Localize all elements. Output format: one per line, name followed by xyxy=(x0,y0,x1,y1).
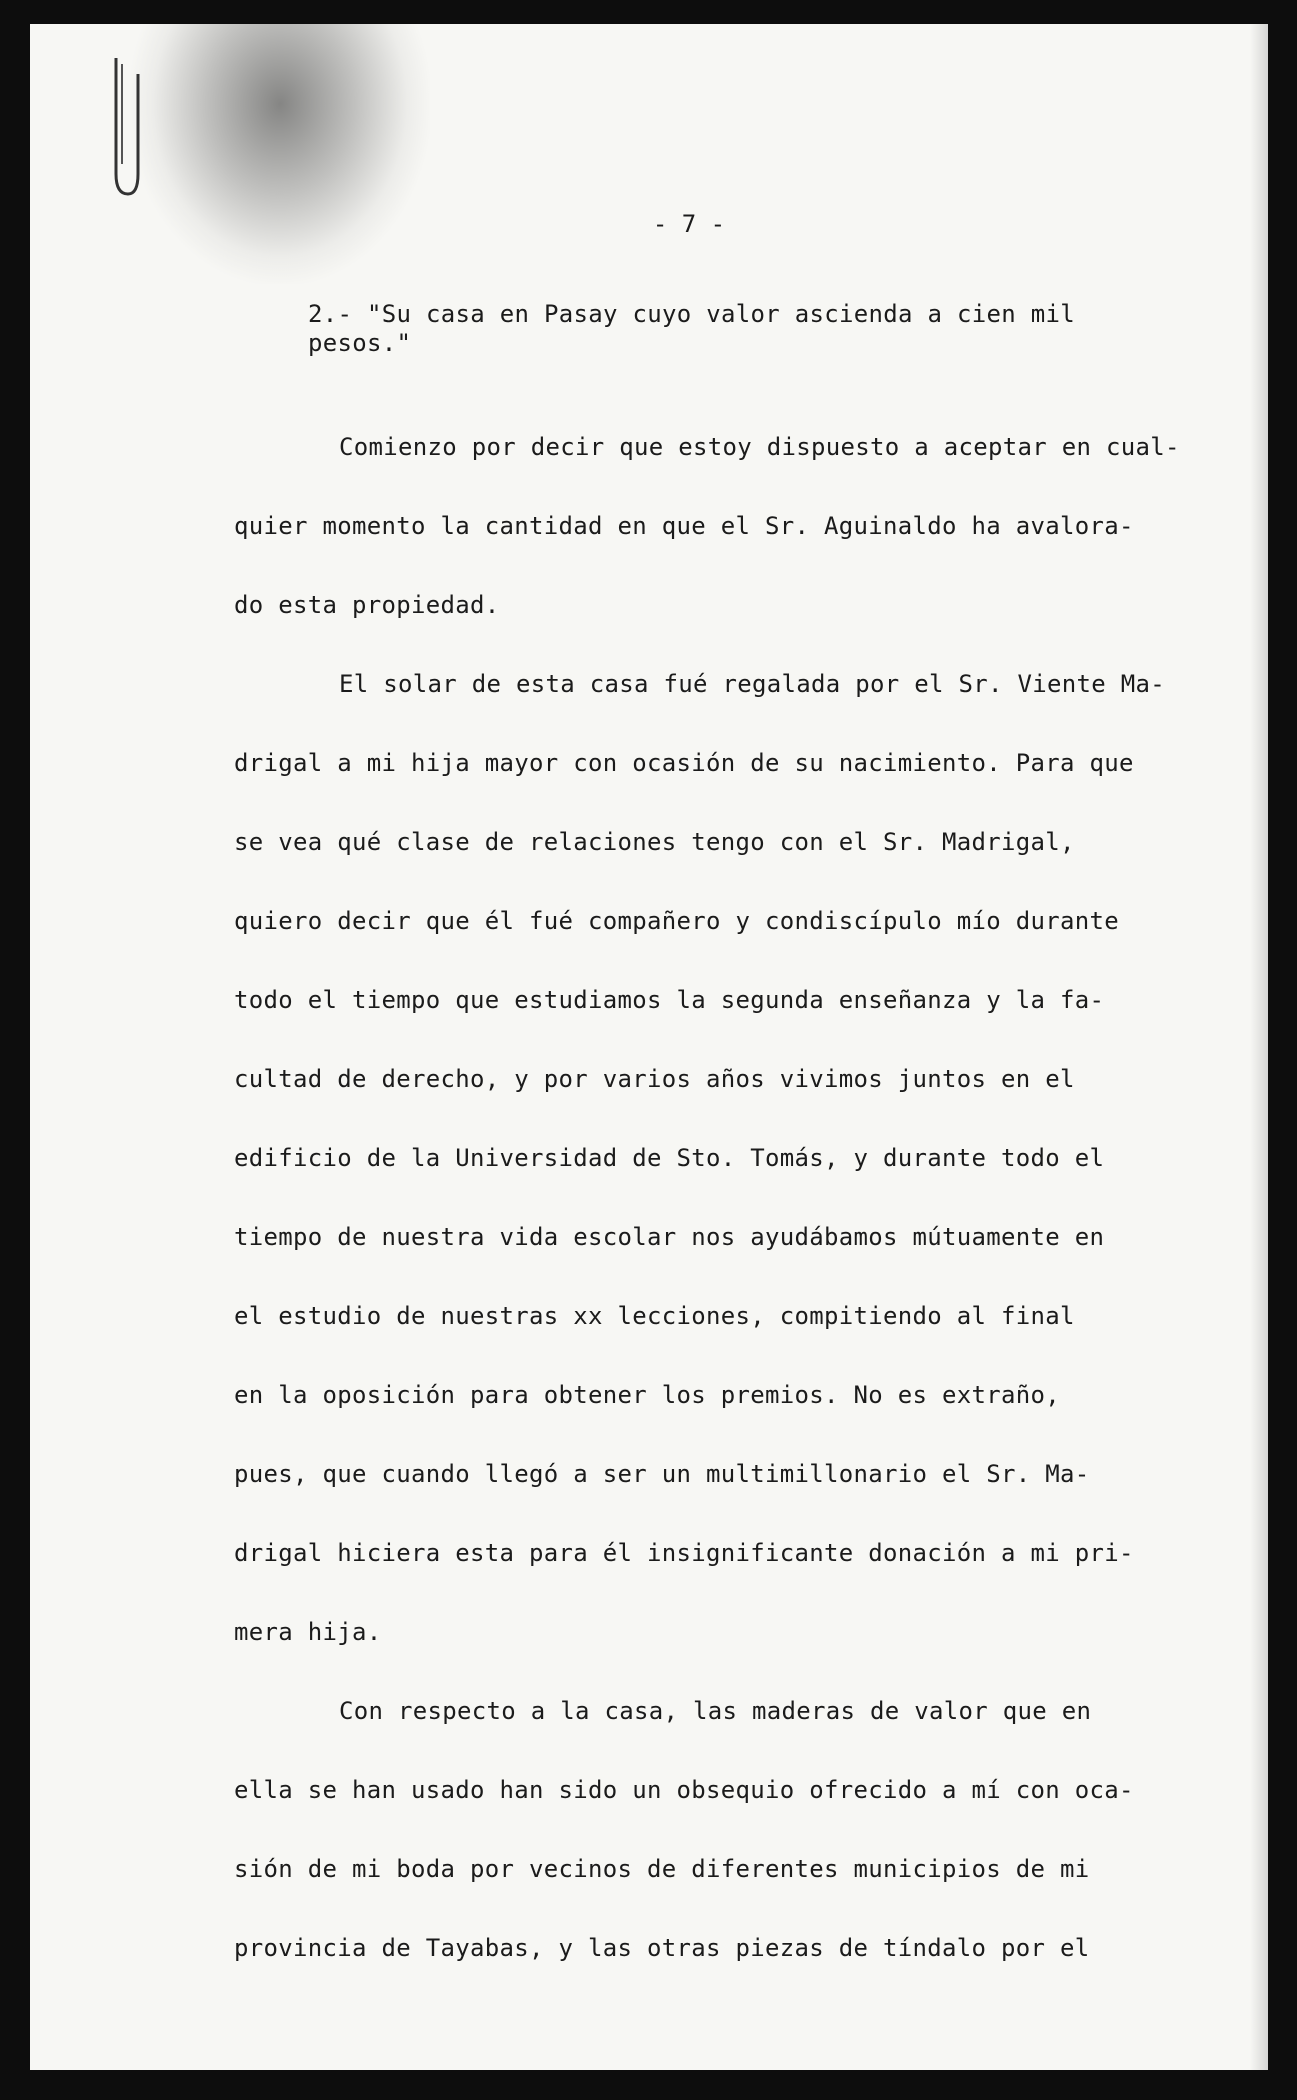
text-line: quiero decir que él fué compañero y condiscípulo mío durante xyxy=(234,907,1119,935)
text-line: Con respecto a la casa, las maderas de valor que en xyxy=(339,1697,1092,1725)
text-line: cultad de derecho, y por varios años vivimos juntos en el xyxy=(234,1065,1075,1093)
text-line: mera hija. xyxy=(234,1618,382,1646)
text-line: todo el tiempo que estudiamos la segunda enseñanza y la fa- xyxy=(234,986,1105,1014)
text-line: edificio de la Universidad de Sto. Tomás, y durante todo el xyxy=(234,1144,1105,1172)
text-line: sión de mi boda por vecinos de diferentes municipios de mi xyxy=(234,1855,1090,1883)
text-line: pues, que cuando llegó a ser un multimillonario el Sr. Ma- xyxy=(234,1460,1090,1488)
document-body xyxy=(234,408,1234,1988)
text-line: tiempo de nuestra vida escolar nos ayudábamos mútuamente en xyxy=(234,1223,1105,1251)
text-line: ella se han usado han sido un obsequio ofrecido a mí con oca- xyxy=(234,1776,1134,1804)
text-line: El solar de esta casa fué regalada por el Sr. Viente Ma- xyxy=(339,670,1165,698)
page-number: - 7 - xyxy=(652,210,726,238)
text-line: en la oposición para obtener los premios. No es extraño, xyxy=(234,1381,1060,1409)
text-line: se vea qué clase de relaciones tengo con el Sr. Madrigal, xyxy=(234,828,1075,856)
document-page xyxy=(30,24,1268,2070)
text-line: el estudio de nuestras xx lecciones, compitiendo al final xyxy=(234,1302,1075,1330)
text-line: drigal hiciera esta para él insignificante donación a mi pri- xyxy=(234,1539,1134,1567)
text-line: quier momento la cantidad en que el Sr. Aguinaldo ha avalora- xyxy=(234,512,1134,540)
text-line: do esta propiedad. xyxy=(234,591,500,619)
paper-clip-icon xyxy=(108,54,142,204)
heading-line: pesos." xyxy=(308,329,412,357)
text-line: drigal a mi hija mayor con ocasión de su nacimiento. Para que xyxy=(234,749,1134,777)
text-line: Comienzo por decir que estoy dispuesto a aceptar en cual- xyxy=(339,433,1180,461)
section-heading xyxy=(308,300,1208,358)
text-line: provincia de Tayabas, y las otras piezas de tíndalo por el xyxy=(234,1934,1090,1962)
heading-line: 2.- "Su casa en Pasay cuyo valor ascienda a cien mil xyxy=(308,300,1075,328)
